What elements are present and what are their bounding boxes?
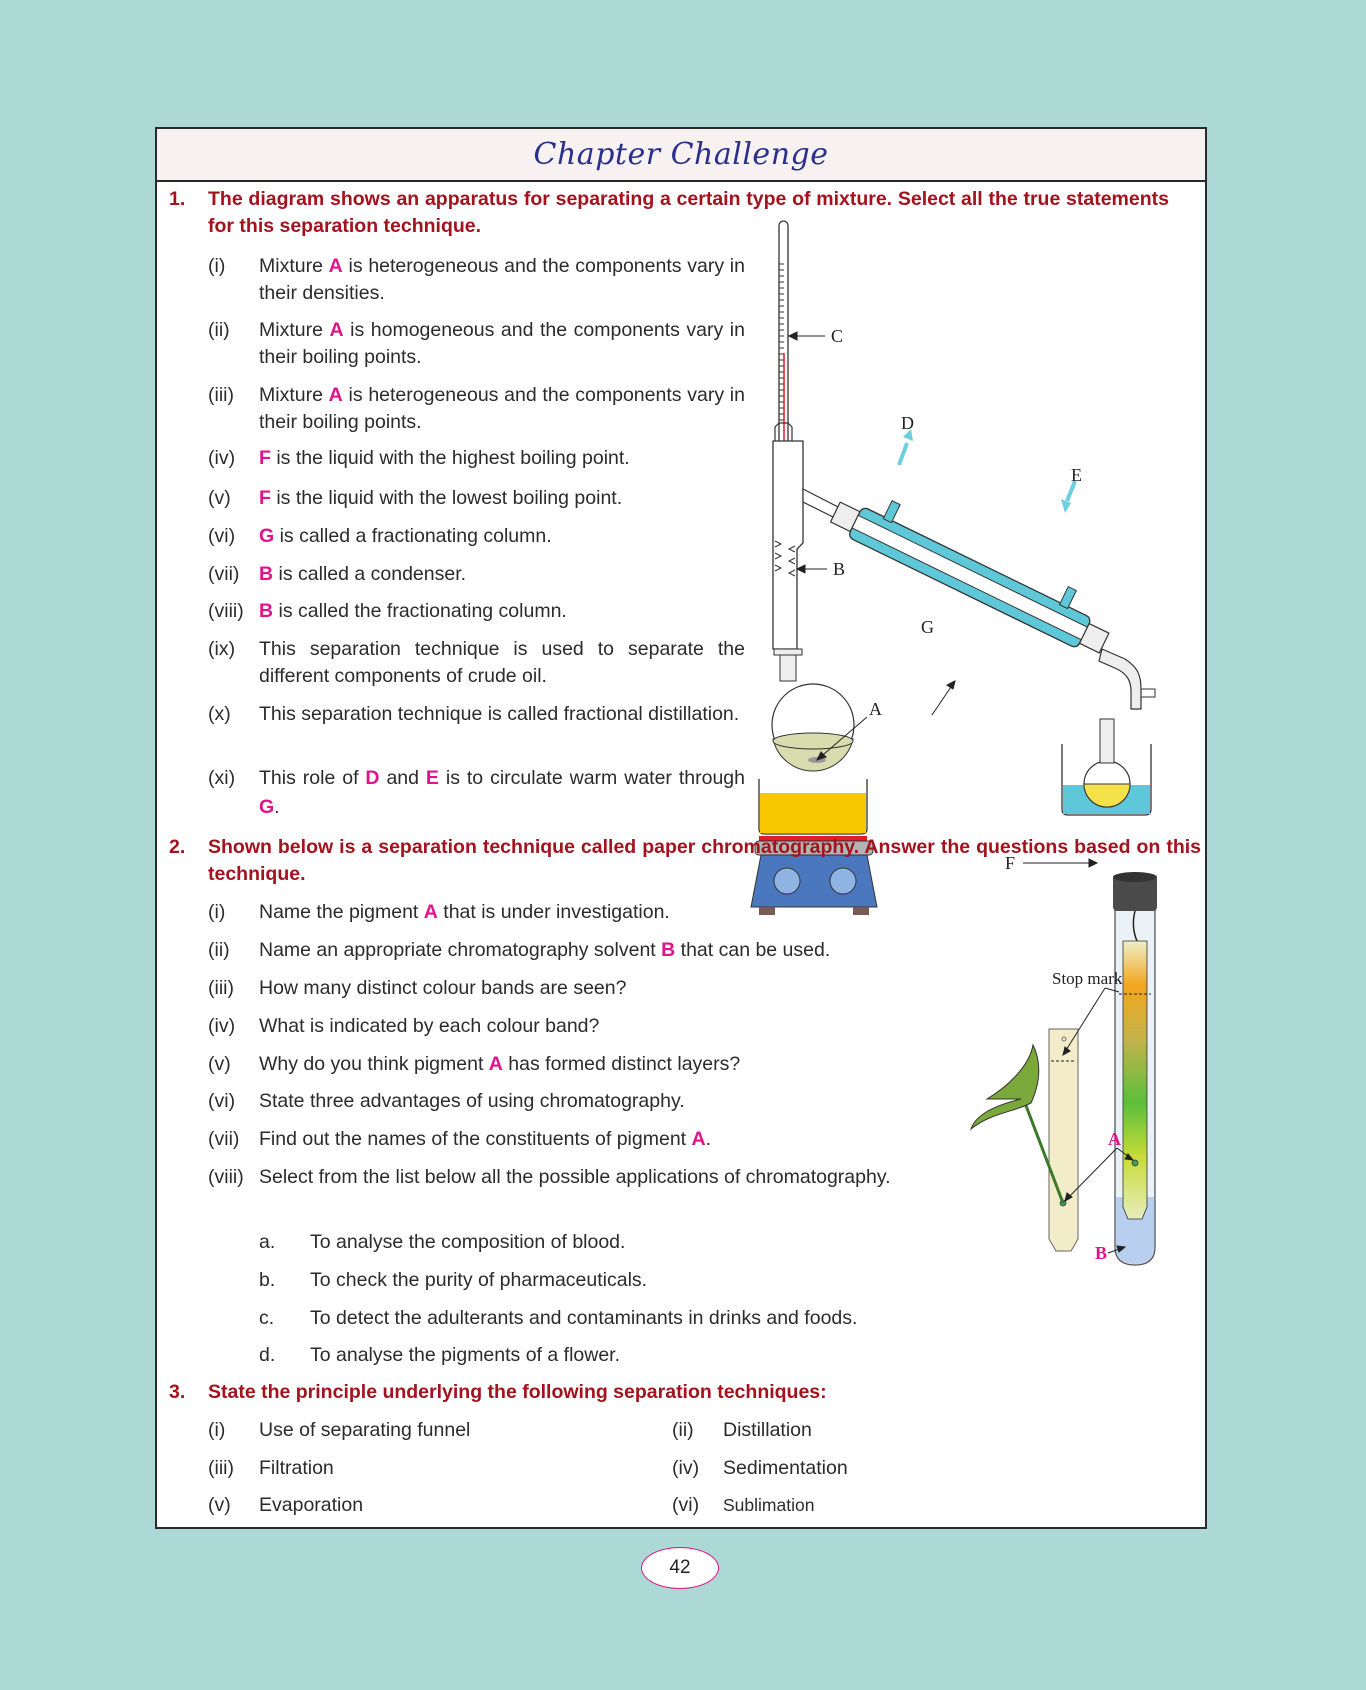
q3-item-3 <box>208 1455 608 1482</box>
question-number: 1. <box>169 188 186 210</box>
label-d: D <box>901 413 914 433</box>
label-b: B <box>1095 1243 1108 1263</box>
condenser-icon <box>828 481 1120 659</box>
key-letter: B <box>661 939 676 961</box>
item-label: (ii) <box>208 319 230 341</box>
q2-item-8 <box>208 1164 956 1191</box>
key-letter: B <box>259 563 274 585</box>
item-label: (i) <box>208 255 226 277</box>
item-text: To detect the adulterants and contaminants in drinks and foods. <box>310 1307 858 1329</box>
item-text: is the liquid with the highest boiling point. <box>270 447 630 469</box>
q2-item-1 <box>208 899 988 926</box>
question-number: 2. <box>169 836 186 858</box>
q1-item-2 <box>208 317 745 371</box>
item-label: (iii) <box>208 1457 234 1479</box>
item-label: (v) <box>208 1053 231 1075</box>
key-letter: A <box>423 901 438 923</box>
q1-item-5 <box>208 485 768 512</box>
item-label: (viii) <box>208 1166 244 1188</box>
item-text: What is indicated by each colour band? <box>259 1015 600 1037</box>
item-text: To analyse the pigments of a flower. <box>310 1344 621 1366</box>
item-label: (viii) <box>208 600 244 622</box>
key-letter: G <box>259 796 275 818</box>
key-letter: A <box>329 319 344 341</box>
key-letter: B <box>259 600 274 622</box>
q1-item-4 <box>208 445 768 472</box>
question-text: Shown below is a separation technique called paper chromatography. Answer the questions based on this technique. <box>208 836 1201 885</box>
item-text: Evaporation <box>259 1494 364 1516</box>
item-text: that is under investigation. <box>437 901 670 923</box>
q2-sub-item-a <box>259 1229 1019 1256</box>
q1-item-10 <box>208 701 745 728</box>
q1-item-9 <box>208 636 745 690</box>
label-e: E <box>1071 465 1082 485</box>
q2-sub-item-d <box>259 1342 1019 1369</box>
item-text: Filtration <box>259 1457 334 1479</box>
item-text: that can be used. <box>675 939 831 961</box>
key-letter: A <box>488 1053 503 1075</box>
item-label: (ii) <box>672 1419 694 1441</box>
question-text: State the principle underlying the following separation techniques: <box>208 1381 827 1403</box>
item-text: is called the fractionating column. <box>273 600 567 622</box>
page-number-text: 42 <box>669 1557 691 1578</box>
item-label: c. <box>259 1307 275 1329</box>
item-text: is the liquid with the lowest boiling point. <box>270 487 623 509</box>
item-text: This separation technique is used to separate the different components of crude oil. <box>259 638 745 687</box>
item-text: . <box>705 1128 712 1150</box>
item-label: d. <box>259 1344 276 1366</box>
item-text: is heterogeneous and the components vary in their boiling points. <box>259 384 745 433</box>
label-g: G <box>921 617 934 637</box>
q2-sub-item-b <box>259 1267 1019 1294</box>
item-text: is heterogeneous and the components vary in their densities. <box>259 255 745 304</box>
q3-item-4 <box>672 1455 1072 1482</box>
item-label: (vii) <box>208 1128 240 1150</box>
q1-item-6 <box>208 523 768 550</box>
item-text: Select from the list below all the possible applications of chromatography. <box>259 1166 891 1188</box>
item-text: has formed distinct layers? <box>502 1053 741 1075</box>
item-label: (i) <box>208 1419 226 1441</box>
distillation-apparatus-diagram <box>757 219 1202 873</box>
item-label: (ix) <box>208 638 236 660</box>
item-text: Distillation <box>723 1419 812 1441</box>
item-text: How many distinct colour bands are seen? <box>259 977 627 999</box>
q1-item-7 <box>208 561 768 588</box>
q2-item-4 <box>208 1013 988 1040</box>
q2-item-5 <box>208 1051 988 1078</box>
page-number <box>641 1547 719 1589</box>
q2-item-3 <box>208 975 988 1002</box>
q1-item-1 <box>208 253 745 307</box>
item-label: (iv) <box>208 1015 236 1037</box>
item-text: This role of <box>259 767 366 789</box>
item-text: Name the pigment <box>259 901 424 923</box>
label-c: C <box>831 326 844 346</box>
item-text: is to circulate warm water through <box>438 767 745 789</box>
test-tube-icon <box>1113 872 1157 1265</box>
paper-strip-icon <box>1049 1029 1078 1251</box>
item-text: is homogeneous and the components vary in their boiling points. <box>259 319 745 368</box>
item-label: (vii) <box>208 563 240 585</box>
title-band <box>157 129 1205 182</box>
key-letter: D <box>365 767 380 789</box>
item-text: Use of separating funnel <box>259 1419 471 1441</box>
key-letter: A <box>328 255 343 277</box>
label-f: F <box>1005 853 1016 873</box>
item-text: Sublimation <box>723 1495 815 1515</box>
key-letter: A <box>328 384 343 406</box>
q1-item-11 <box>208 764 745 822</box>
question-number: 3. <box>169 1381 186 1403</box>
page-title: Chapter Challenge <box>533 137 829 172</box>
item-text: Mixture <box>259 384 329 406</box>
item-text: . <box>274 796 280 818</box>
paper-chromatography-diagram <box>967 867 1207 1287</box>
item-label: (i) <box>208 901 226 923</box>
item-text: Find out the names of the constituents of pigment <box>259 1128 692 1150</box>
item-label: (vi) <box>672 1494 700 1516</box>
item-label: (vi) <box>208 1090 236 1112</box>
item-label: (iv) <box>672 1457 700 1479</box>
key-letter: E <box>425 767 439 789</box>
item-label: (v) <box>208 1494 231 1516</box>
item-label: (ii) <box>208 939 230 961</box>
item-text: State three advantages of using chromatography. <box>259 1090 685 1112</box>
item-text: To check the purity of pharmaceuticals. <box>310 1269 648 1291</box>
item-label: (x) <box>208 703 231 725</box>
key-letter: F <box>259 447 271 469</box>
item-label: b. <box>259 1269 276 1291</box>
item-label: a. <box>259 1231 276 1253</box>
item-label: (vi) <box>208 525 236 547</box>
q3-item-5 <box>208 1492 608 1519</box>
q1-item-8 <box>208 598 768 625</box>
q2-item-6 <box>208 1088 988 1115</box>
question-3-heading <box>169 1379 1169 1406</box>
q3-item-2 <box>672 1417 1072 1444</box>
worksheet-page <box>155 127 1207 1529</box>
key-letter: F <box>259 487 271 509</box>
label-b: B <box>833 559 846 579</box>
item-text: To analyse the composition of blood. <box>310 1231 626 1253</box>
q2-sub-item-c <box>259 1305 1019 1332</box>
item-label: (v) <box>208 487 231 509</box>
key-letter: G <box>259 525 275 547</box>
item-text: and <box>379 767 426 789</box>
q3-item-6 <box>672 1492 1072 1519</box>
item-label: (iii) <box>208 384 234 406</box>
item-text: Why do you think pigment <box>259 1053 489 1075</box>
item-text: Mixture <box>259 255 329 277</box>
q2-item-7 <box>208 1126 988 1153</box>
label-a: A <box>869 699 882 719</box>
item-label: (xi) <box>208 767 236 789</box>
label-a: A <box>1108 1129 1121 1149</box>
q3-item-1 <box>208 1417 608 1444</box>
key-letter: A <box>691 1128 706 1150</box>
item-text: This separation technique is called fractional distillation. <box>259 703 740 725</box>
item-text: is called a condenser. <box>273 563 467 585</box>
question-text: The diagram shows an apparatus for separating a certain type of mixture. Select all the true statements for this separation technique. <box>208 188 1169 237</box>
q1-item-3 <box>208 382 745 436</box>
q2-item-2 <box>208 937 988 964</box>
item-text: Name an appropriate chromatography solvent <box>259 939 662 961</box>
item-text: Sedimentation <box>723 1457 848 1479</box>
item-label: (iii) <box>208 977 234 999</box>
stop-mark-label: Stop mark <box>1052 969 1123 988</box>
item-text: Mixture <box>259 319 330 341</box>
item-label: (iv) <box>208 447 236 469</box>
item-text: is called a fractionating column. <box>274 525 552 547</box>
